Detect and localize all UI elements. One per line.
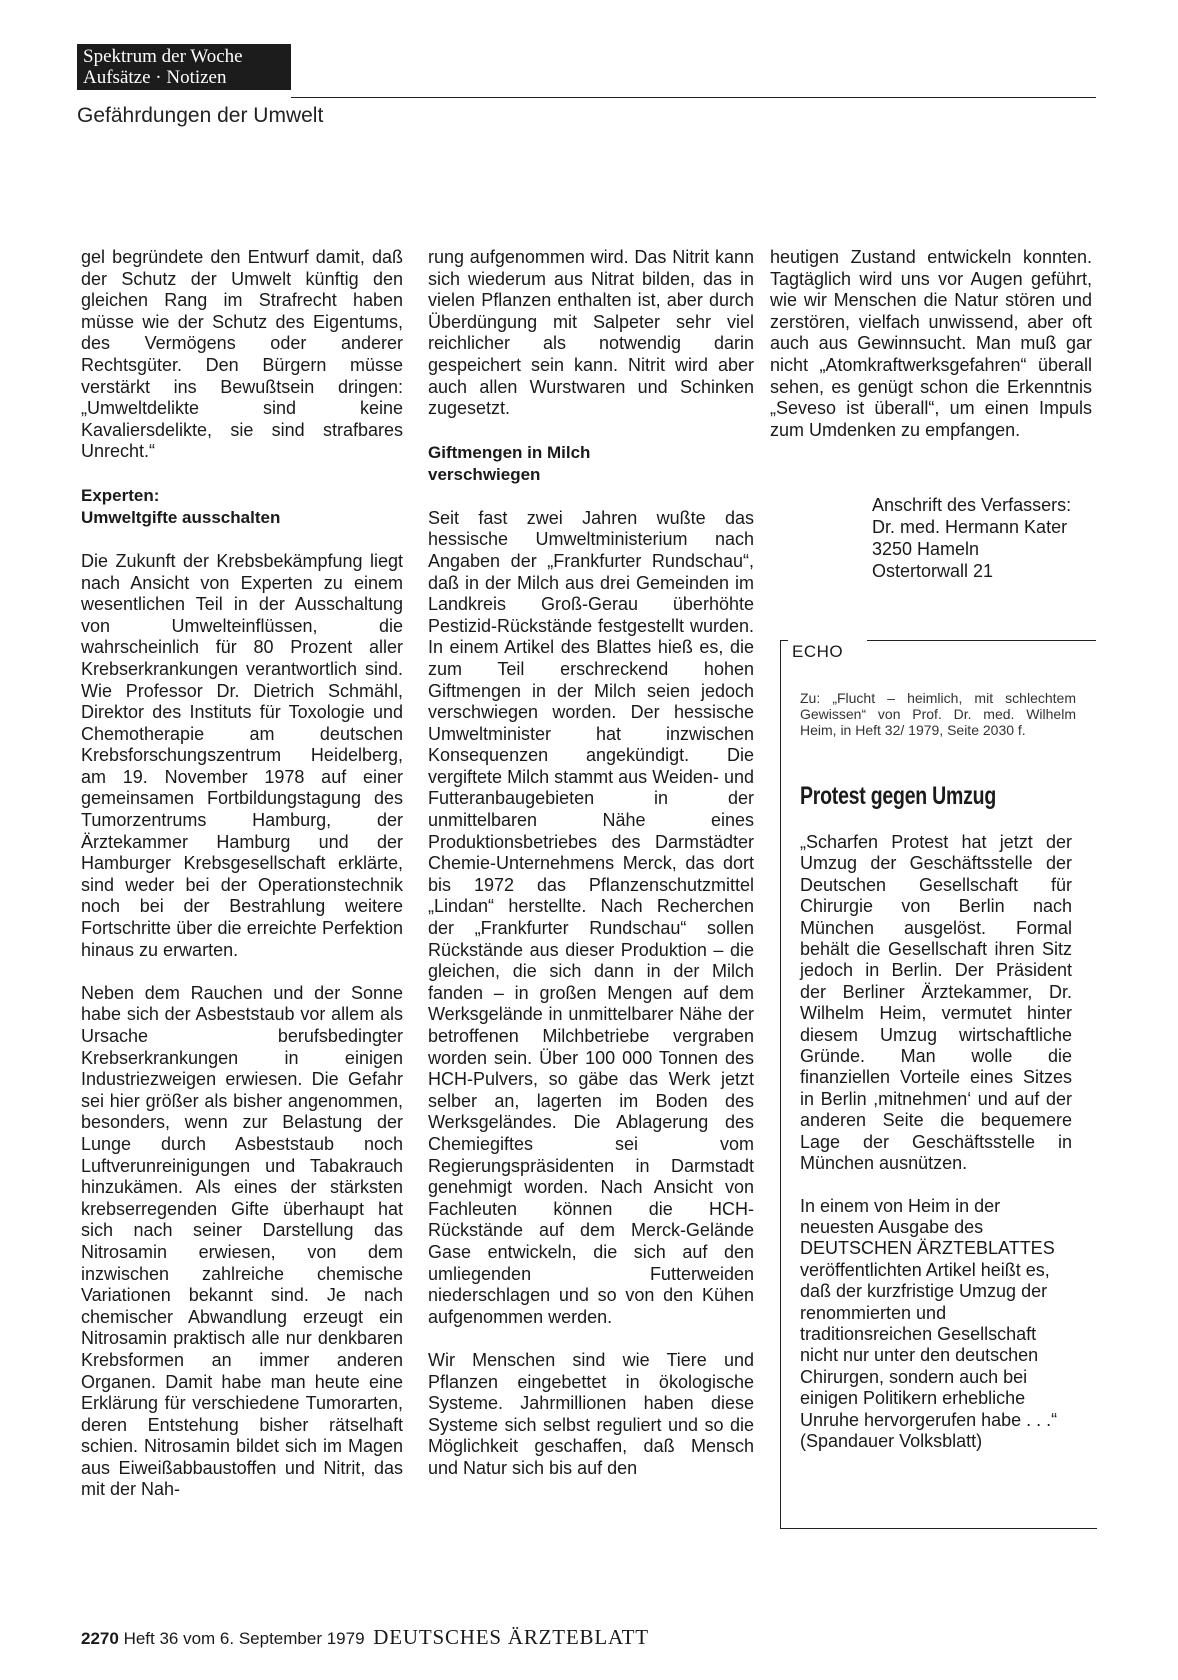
subheading-line: Umweltgifte ausschalten: [81, 507, 281, 527]
page-number: 2270: [81, 1629, 119, 1648]
echo-reference: Zu: „Flucht – heimlich, mit schlechtem Gewissen“ von Prof. Dr. med. Wilhelm Heim, in Heft 32/ 1979, Seite 2030 f.: [800, 690, 1076, 738]
paragraph: In einem von Heim in der neuesten Ausgabe des DEUTSCHEN ÄRZTEBLATTES veröffentlichten Artikel heißt es, daß der kurzfristige Umzug der renommierten und traditionsreichen Gesellschaft nicht nur unter den deutschen Chirurgen, sondern auch bei einigen Politikern erhebliche Unruhe hervorgerufen habe . . .“ (Spandauer Volksblatt): [800, 1195, 1058, 1451]
subheading-line: Giftmengen in Milch: [428, 442, 591, 462]
masthead-line-1: Spektrum der Woche: [83, 46, 243, 67]
column-2: [428, 247, 754, 1501]
subheading-giftmengen: [428, 442, 754, 486]
address-line: Anschrift des Verfassers:: [872, 495, 1072, 515]
paragraph: Wir Menschen sind wie Tiere und Pflanzen eingebettet in ökologische Systeme. Jahrmillionen haben diese Systeme sich selbst reguliert und so die Möglichkeit geschaffen, daß Mensch und Natur sich bis auf den: [428, 1349, 754, 1478]
section-title: Gefährdungen der Umwelt: [77, 104, 324, 127]
echo-headline: Protest gegen Umzug: [800, 782, 996, 810]
author-address: [872, 494, 1071, 582]
subheading-experten: [81, 485, 403, 529]
address-line: Ostertorwall 21: [872, 561, 994, 581]
paragraph: gel begründete den Entwurf damit, daß der Schutz der Umwelt künftig den gleichen Rang im Strafrecht haben müsse wie der Schutz des Eigentums, des Vermögens oder anderer Rechtsgüter. Den Bürgern müsse verstärkt ins Bewußtsein dringen: „Umweltdelikte sind keine Kavaliersdelikte, sie sind strafbares Unrecht.“: [81, 247, 403, 462]
journal-name: DEUTSCHES ÄRZTEBLATT: [373, 1625, 649, 1649]
masthead: [77, 44, 291, 90]
header-rule: [291, 97, 1096, 98]
paragraph: Seit fast zwei Jahren wußte das hessische Umweltministerium nach Angaben der „Frankfurter Rundschau“, daß in der Milch aus drei Gemeinden im Landkreis Groß-Gerau überhöhte Pestizid-Rückstände festgestellt wurden. In einem Artikel des Blattes hieß es, die zum Teil erschreckend hohen Giftmengen in der Milch seien jedoch verschwiegen worden. Der hessische Umweltminister hat inzwischen Konsequenzen angekündigt. Die vergiftete Milch stammt aus Weiden- und Futteranbaugebieten in der unmittelbaren Nähe eines Produktionsbetriebes des Darmstädter Chemie-Unternehmens Merck, das dort bis 1972 das Pflanzenschutzmittel „Lindan“ herstellte. Nach Recherchen der „Frankfurter Rundschau“ sollen Rückstände aus dieser Produktion – die gleichen, die sich dann in der Milch fanden – in großen Mengen auf dem Werksgelände in unmittelbarer Nähe der betroffenen Milchbetriebe vergraben worden sein. Über 100 000 Tonnen des HCH-Pulvers, so gäbe das Werk jetzt selber an, lagerten im Boden des Werksgeländes. Die Ablagerung des Chemiegiftes sei vom Regierungspräsidenten in Darmstadt genehmigt worden. Nach Ansicht von Fachleuten können die HCH-Rückstände auf dem Merck-Gelände Gase entwickeln, die sich auf den umliegenden Futterweiden niederschlagen und so von den Kühen aufgenommen werden.: [428, 507, 754, 1327]
echo-rule-left: [780, 640, 788, 641]
paragraph: Neben dem Rauchen und der Sonne habe sich der Asbeststaub vor allem als Ursache berufsbedingter Krebserkrankungen in einigen Industriezweigen erwiesen. Die Gefahr sei hier größer als bisher angenommen, besonders, wenn zur Belastung der Lunge durch Asbeststaub noch Luftverunreinigungen und Tabakrauch hinzukämen. Als eines der stärksten krebserregenden Gifte überhaupt hat sich nach seiner Darstellung das Nitrosamin erwiesen, von dem inzwischen zahlreiche chemische Variationen bekannt sind. Je nach chemischer Abwandlung erzeugt ein Nitrosamin praktisch alle nur denkbaren Krebsformen an immer anderen Organen. Damit habe man heute eine Erklärung für verschiedene Tumorarten, deren Entstehung bisher rätselhaft schien. Nitrosamin bildet sich im Magen aus Eiweißabbaustoffen und Nitrit, das mit der Nah-: [81, 982, 403, 1500]
echo-rule-right: [867, 640, 1096, 641]
address-line: 3250 Hameln: [872, 539, 980, 559]
issue-info: Heft 36 vom 6. September 1979: [123, 1629, 365, 1648]
page-footer: [81, 1625, 649, 1650]
paragraph: heutigen Zustand entwickeln konnten. Tagtäglich wird uns vor Augen geführt, wie wir Menschen die Natur stören und zerstören, vielfach unwissend, aber oft auch aus Gewinnsucht. Man muß gar nicht „Atomkraftwerksgefahren“ überall sehen, es genügt schon die Erkenntnis „Seveso ist überall“, um einen Impuls zum Umdenken zu empfangen.: [770, 247, 1092, 440]
subheading-line: verschwiegen: [428, 464, 541, 484]
column-1: [81, 247, 403, 1523]
subheading-line: Experten:: [81, 485, 160, 505]
column-3: [770, 247, 1092, 463]
masthead-line-2: Aufsätze · Notizen: [83, 67, 227, 88]
echo-label: ECHO: [792, 642, 844, 661]
echo-body: [800, 832, 1072, 1473]
paragraph: „Scharfen Protest hat jetzt der Umzug der Geschäftsstelle der Deutschen Gesellschaft für Chirurgie von Berlin nach München ausgelöst. Formal behält die Gesellschaft ihren Sitz jedoch in Berlin. Der Präsident der Berliner Ärztekammer, Dr. Wilhelm Heim, vermutet hinter diesem Umzug wirtschaftliche Gründe. Man wolle die finanziellen Vorteile eines Sitzes in Berlin ,mitnehmen‘ und auf der anderen Seite die bequemere Lage der Geschäftsstelle in München ausnützen.: [800, 832, 1072, 1174]
paragraph: Die Zukunft der Krebsbekämpfung liegt nach Ansicht von Experten zu einem wesentlichen Teil in der Ausschaltung von Umwelteinflüssen, die wahrscheinlich für 80 Prozent aller Krebserkrankungen verantwortlich sind. Wie Professor Dr. Dietrich Schmähl, Direktor des Instituts für Toxologie und Chemotherapie am deutschen Krebsforschungszentrum Heidelberg, am 19. November 1978 auf einer gemeinsamen Fortbildungstagung des Tumorzentrums Hamburg, der Ärztekammer Hamburg und der Hamburger Krebsgesellschaft erklärte, sind weder bei der Operationstechnik noch bei der Bestrahlung weitere Fortschritte über die erreichte Perfektion hinaus zu erwarten.: [81, 550, 403, 960]
paragraph: rung aufgenommen wird. Das Nitrit kann sich wiederum aus Nitrat bilden, das in vielen Pflanzen enthalten ist, aber durch Überdüngung mit Salpeter sehr viel reichlicher als notwendig darin gespeichert sein kann. Nitrit wird aber auch allen Wurstwaren und Schinken zugesetzt.: [428, 247, 754, 419]
address-line: Dr. med. Hermann Kater: [872, 517, 1068, 537]
